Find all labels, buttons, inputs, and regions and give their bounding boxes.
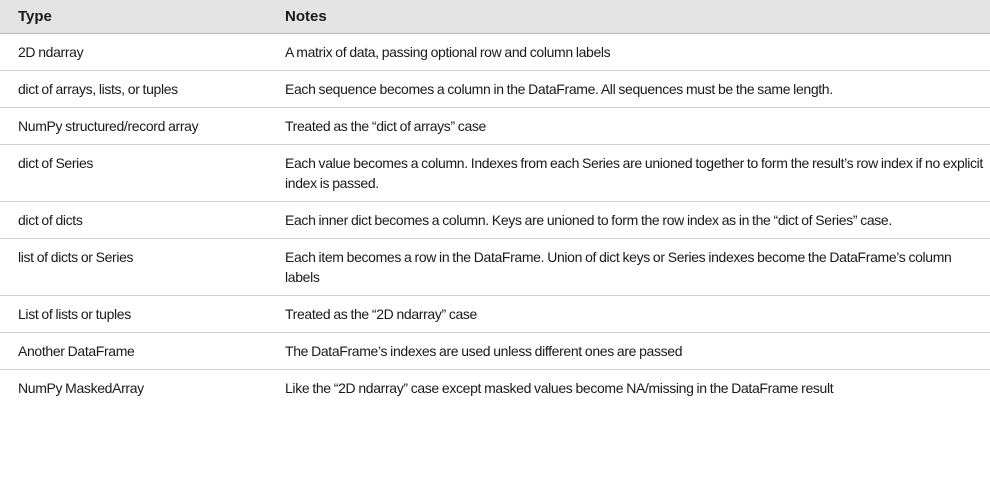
cell-type: dict of dicts <box>0 202 285 239</box>
cell-notes: Each item becomes a row in the DataFrame. Union of dict keys or Series indexes become the DataFrame’s column labels <box>285 239 990 296</box>
table-row <box>0 296 990 333</box>
cell-type: list of dicts or Series <box>0 239 285 296</box>
header-type: Type <box>0 0 285 34</box>
table-row <box>0 145 990 202</box>
cell-type: dict of arrays, lists, or tuples <box>0 71 285 108</box>
table-row <box>0 34 990 71</box>
header-notes: Notes <box>285 0 990 34</box>
table-row <box>0 370 990 407</box>
cell-type: List of lists or tuples <box>0 296 285 333</box>
cell-notes: The DataFrame’s indexes are used unless different ones are passed <box>285 333 990 370</box>
table-header-row <box>0 0 990 34</box>
table-row <box>0 108 990 145</box>
cell-notes: Treated as the “dict of arrays” case <box>285 108 990 145</box>
cell-type: NumPy MaskedArray <box>18 380 144 396</box>
cell-notes: Each sequence becomes a column in the DataFrame. All sequences must be the same length. <box>285 71 990 108</box>
cell-type: NumPy structured/record array <box>0 108 285 145</box>
cell-notes: Treated as the “2D ndarray” case <box>285 296 990 333</box>
cell-notes: Each inner dict becomes a column. Keys are unioned to form the row index as in the “dict of Series” case. <box>285 202 990 239</box>
cell-notes: Each value becomes a column. Indexes from each Series are unioned together to form the result’s row index if no explicit index is passed. <box>285 145 990 202</box>
table-row <box>0 202 990 239</box>
cell-notes: A matrix of data, passing optional row and column labels <box>285 34 990 71</box>
cell-type: 2D ndarray <box>0 34 285 71</box>
cell-type: dict of Series <box>0 145 285 202</box>
cell-type: Another DataFrame <box>0 333 285 370</box>
table-row <box>0 333 990 370</box>
table-row <box>0 239 990 296</box>
table-row <box>0 71 990 108</box>
cell-notes: Like the “2D ndarray” case except masked values become NA/missing in the DataFrame result <box>285 380 834 396</box>
